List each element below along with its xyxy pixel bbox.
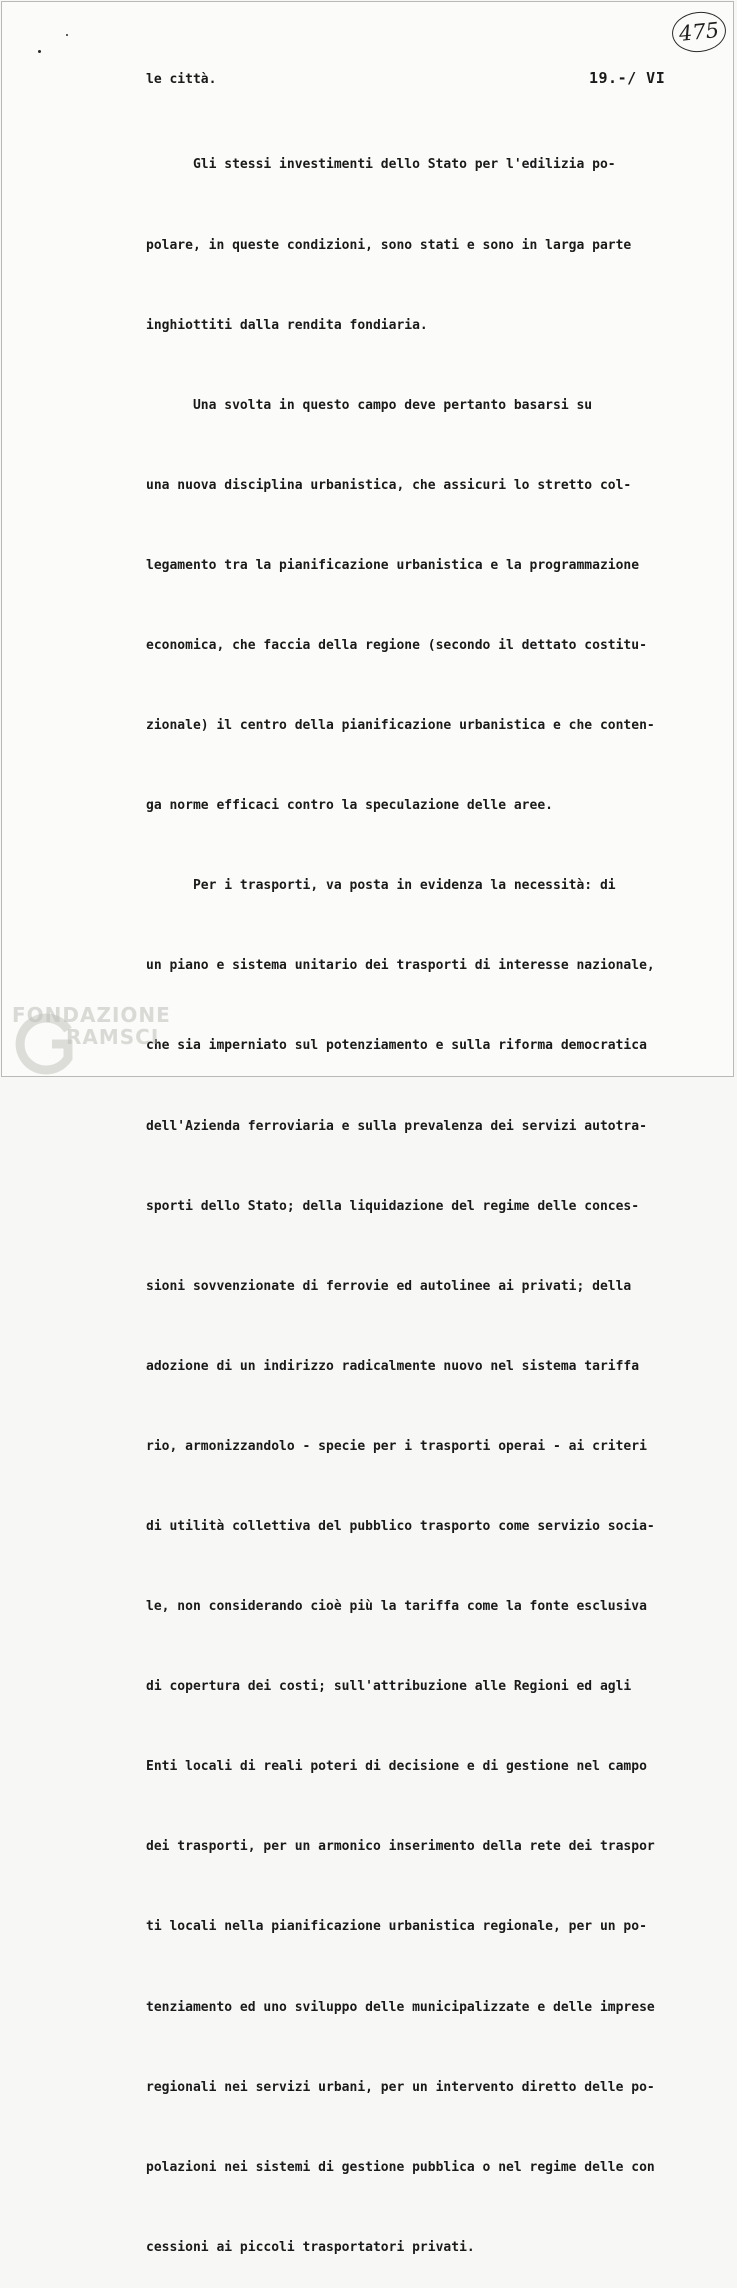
text-line: adozione di un indirizzo radicalmente nuovo nel sistema tariffa [146, 1358, 640, 1374]
ink-speck [38, 50, 41, 53]
text-line: le, non considerando cioè più la tariffa come la fonte esclusiva [146, 1599, 647, 1615]
text-line: sioni sovvenzionate di ferrovie ed autolinee ai privati; della [146, 1278, 632, 1294]
text-line: Una svolta in questo campo deve pertanto basarsi su [146, 397, 593, 413]
text-line: sporti dello Stato; della liquidazione del regime delle conces- [146, 1198, 640, 1214]
text-line: di utilità collettiva del pubblico trasporto come servizio socia- [146, 1519, 655, 1534]
text-line: ti locali nella pianificazione urbanistica regionale, per un po- [146, 1919, 647, 1935]
text-line: rio, armonizzandolo - specie per i trasporti operai - ai criteri [146, 1438, 647, 1454]
text-line: polare, in queste condizioni, sono stati e sono in larga parte [146, 237, 632, 253]
text-line: un piano e sistema unitario dei trasporti di interesse nazionale, [146, 958, 655, 974]
text-line: economica, che faccia della regione (secondo il dettato costitu- [146, 637, 647, 653]
text-line: polazioni nei sistemi di gestione pubblica o nel regime delle con [146, 2159, 655, 2175]
text-line: di copertura dei costi; sull'attribuzione alle Regioni ed agli [146, 1679, 632, 1695]
watermark-line-2: RAMSCI [66, 1025, 160, 1049]
text-line: dell'Azienda ferroviaria e sulla prevalenza dei servizi autotra- [146, 1118, 647, 1134]
header-continuation: le città. [146, 72, 217, 87]
folio-number-stamp: 475 [670, 9, 728, 54]
text-line: una nuova disciplina urbanistica, che assicuri lo stretto col- [146, 477, 632, 493]
page-header [146, 69, 666, 96]
text-line: dei trasporti, per un armonico inserimento della rete dei traspor [146, 1839, 655, 1855]
ink-speck [66, 34, 68, 36]
text-line: Per i trasporti, va posta in evidenza la necessità: di [146, 878, 616, 894]
text-line: zionale) il centro della pianificazione urbanistica e che conten- [146, 718, 655, 734]
text-line: legamento tra la pianificazione urbanistica e la programmazione [146, 557, 640, 573]
text-line: cessioni ai piccoli trasportatori privati. [146, 2239, 475, 2255]
text-line: Enti locali di reali poteri di decisione e di gestione nel campo [146, 1759, 647, 1775]
typewritten-body [146, 99, 732, 2288]
text-line: regionali nei servizi urbani, per un intervento diretto delle po- [146, 2079, 655, 2095]
archive-watermark [6, 1000, 206, 1072]
text-line: Gli stessi investimenti dello Stato per l'edilizia po- [146, 157, 616, 173]
watermark-line-1: FONDAZIONE [12, 1003, 171, 1027]
page-number-marker: 19.-/ VI [589, 69, 666, 87]
text-line: ga norme efficaci contro la speculazione delle aree. [146, 798, 553, 814]
text-line: inghiottiti dalla rendita fondiaria. [146, 317, 428, 333]
text-line: che sia imperniato sul potenziamento e sulla riforma democratica [146, 1038, 647, 1054]
text-line: tenziamento ed uno sviluppo delle municipalizzate e delle imprese [146, 1999, 655, 2015]
